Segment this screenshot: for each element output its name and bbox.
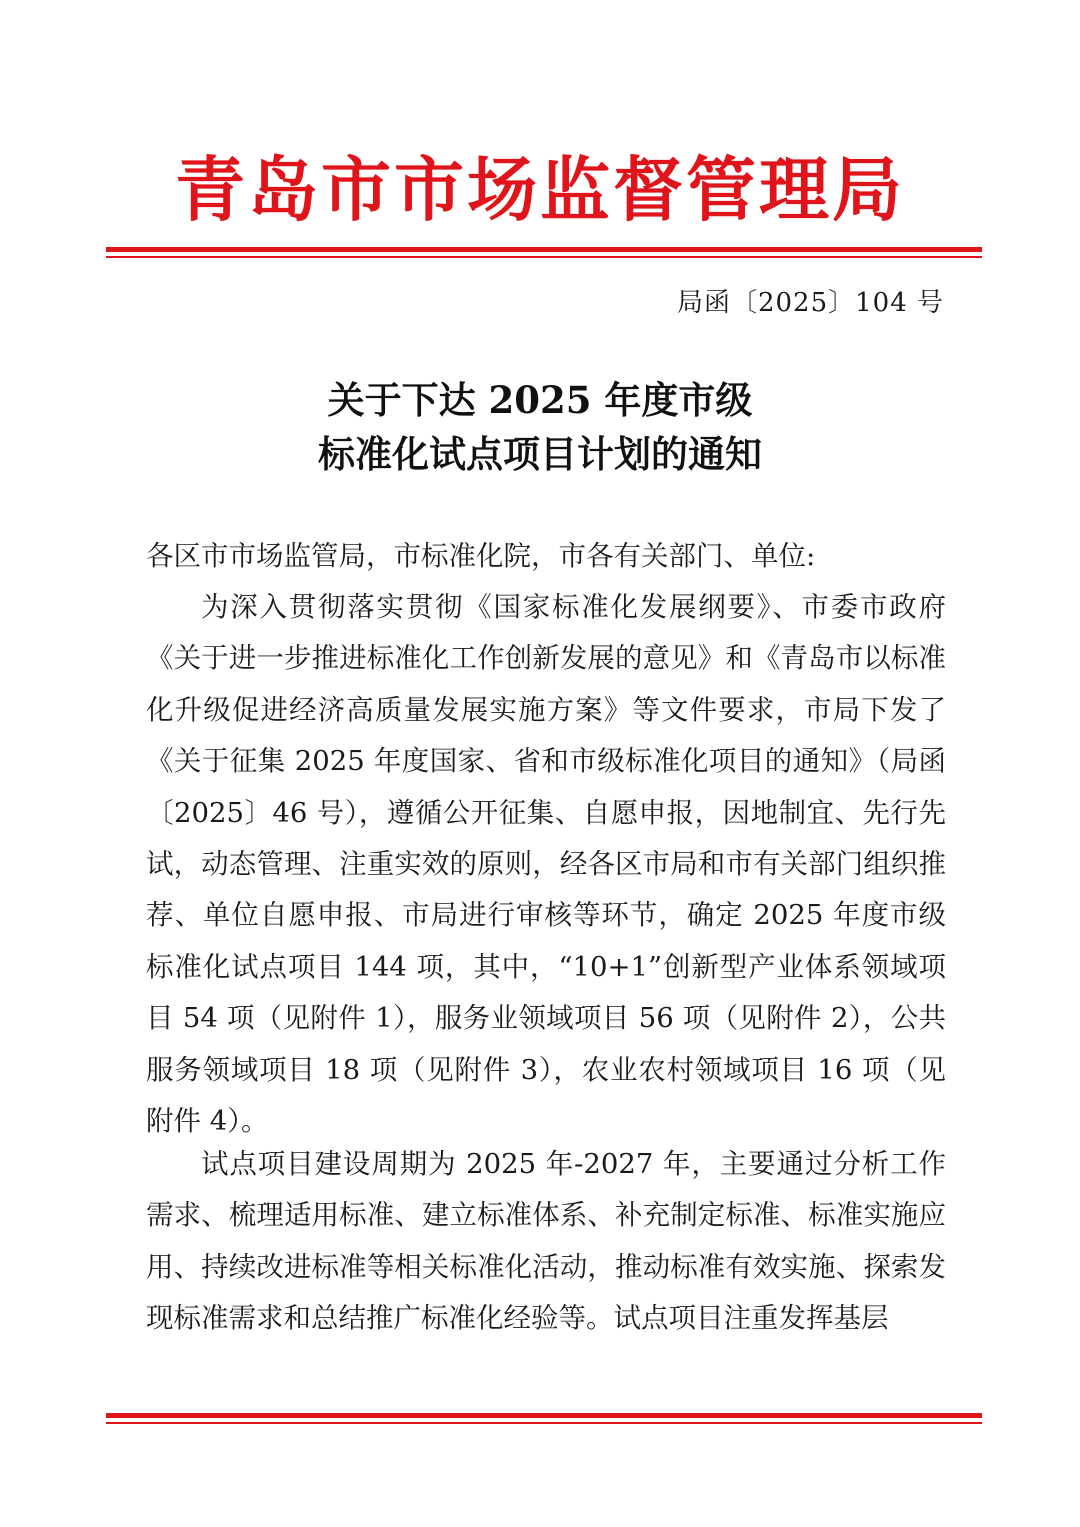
agency-masthead: 青岛市市场监督管理局 [175, 149, 905, 231]
title-line-1: 关于下达 2025 年度市级 [327, 378, 753, 422]
masthead-rule-thin [106, 256, 982, 258]
masthead-rule-thick [106, 247, 982, 252]
title-line-2: 标准化试点项目计划的通知 [318, 432, 762, 476]
footer-rule-thin [106, 1422, 982, 1424]
salutation: 各区市市场监管局，市标准化院，市各有关部门、单位: [146, 540, 816, 572]
footer-rule-thick [106, 1413, 982, 1418]
document-number: 局函〔2025〕104 号 [676, 288, 944, 318]
body-paragraph-1: 为深入贯彻落实贯彻《国家标准化发展纲要》、市委市政府《关于进一步推进标准化工作创新发展的意见》和《青岛市以标准化升级促进经济高质量发展实施方案》等文件要求，市局下发了《关于征集 2025 年度国家、省和市级标准化项目的通知》（局函〔2025〕46 号），遵循公开征集、自愿申报，因地制宜、先行先试，动态管理、注重实效的原则，经各区市局和市有关部门组织推荐、单位自愿申报、市局进行审核等环节，确定 2025 年度市级标准化试点项目 144 项，其中，“10+1”创新型产业体系领域项目 54 项（见附件 1），服务业领域项目 56 项（见附件 2），公共服务领域项目 18 项（见附件 3），农业农村领域项目 16 项（见附件 4）。 [146, 591, 946, 1138]
body-paragraph-2: 试点项目建设周期为 2025 年-2027 年，主要通过分析工作需求、梳理适用标准、建立标准体系、补充制定标准、标准实施应用、持续改进标准等相关标准化活动，推动标准有效实施、探索发现标准需求和总结推广标准化经验等。试点项目注重发挥基层 [146, 1148, 946, 1335]
